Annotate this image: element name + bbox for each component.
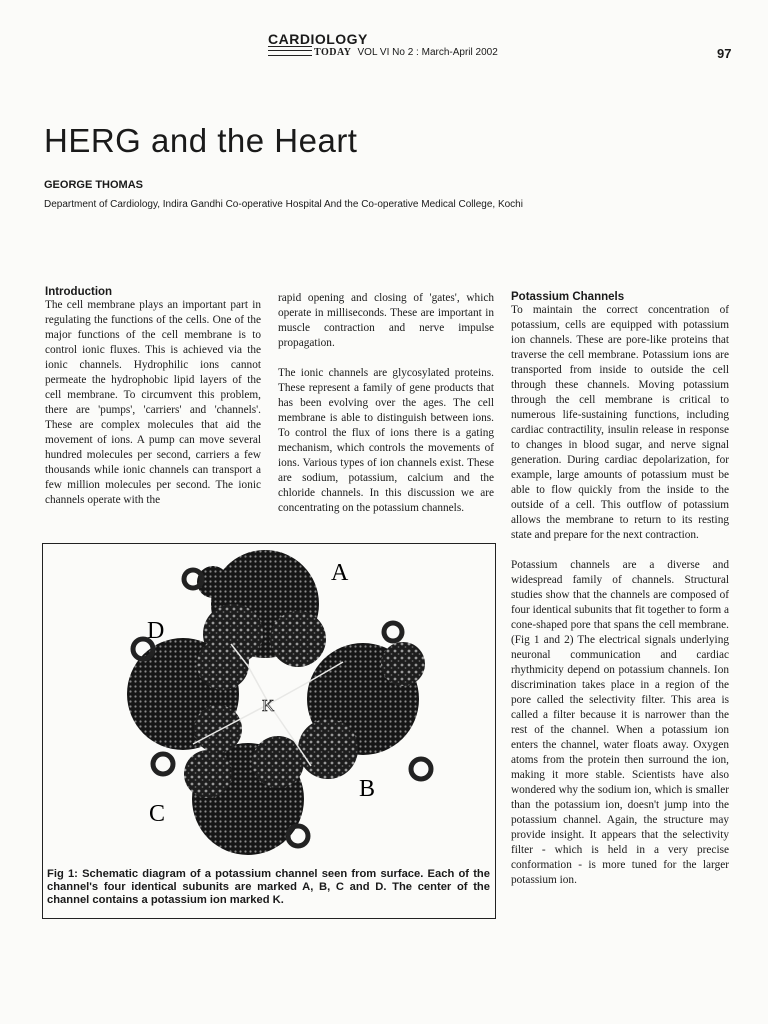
subunit-d (127, 638, 249, 753)
subunit-c (153, 736, 308, 855)
column-3-text (511, 303, 729, 888)
page-number: 97 (717, 46, 732, 61)
label-k: K (262, 696, 275, 715)
column-1 (45, 286, 261, 508)
paragraph: The cell membrane plays an important part in regulating the functions of the cells. One of the major functions of the cell membrane is to control ionic fluxes. This is achieved via the ionic channels. Hydrophilic ions cannot permeate the hydrophobic lipid layers of the cell membrane. To circumvent this problem, there are 'pumps', 'carriers' and 'channels'. These are complex molecules that aid the movement of ions. A pump can move several hundred molecules per second, carriers a few thousands while ionic channels can transport a few million molecules per second. The ionic channels operate with the (45, 299, 261, 506)
author-affiliation: Department of Cardiology, Indira Gandhi Co-operative Hospital And the Co-operative Medical College, Kochi (44, 199, 523, 210)
label-c: C (149, 801, 166, 827)
figure-caption: Fig 1: Schematic diagram of a potassium channel seen from surface. Each of the channel's four identical subunits are marked A, B, C and D. The center of the channel contains a potassium ion marked K. (47, 868, 490, 906)
column-3 (511, 291, 729, 888)
journal-name: CARDIOLOGY (268, 31, 368, 47)
column-2 (278, 291, 494, 516)
label-a: A (331, 560, 349, 586)
label-d: D (147, 618, 165, 644)
journal-masthead (268, 32, 498, 58)
journal-sub: TODAY (314, 47, 352, 58)
article-title: HERG and the Heart (44, 122, 358, 159)
paragraph: The ionic channels are glycosylated proteins. These represent a family of gene products that has been evolving over the ages. The cell membrane is able to distinguish between ions. To control the flux of ions there is a gating mechanism, which controls the movements of ions. Various types of ion channels exist. These are sodium, potassium, calcium and the chloride channels. In this discussion we are concentrating on the potassium channels. (278, 367, 494, 514)
section-heading-introduction: Introduction (45, 286, 113, 298)
paragraph: Potassium channels are a diverse and widespread family of channels. Structural studies show that the channels are composed of four identical subunits that fit together to form a cone-shaped pore that spans the cell membrane. (Fig 1 and 2) The electrical signals underlying neuronal communication and cardiac rhythmicity depend on potassium channels. Ion discrimination takes place in a region of the pore called the selectivity filter. This area is called a filter because it is narrower than the rest of the channel. When a potassium ion enters the channel, water floats away. Oxygen atoms from the protein then surround the ion, making it more stable. Scientists have also wondered why the sodium ion, which is smaller than the potassium ion, doesn't jump into the potassium channel. Again, the structure may provide insight. It appears that the selectivity filter - which is held in a very precise conformation - is more tuned for the larger potassium ion. (511, 559, 729, 886)
label-b: B (359, 776, 376, 802)
section-heading-potassium-channels: Potassium Channels (511, 291, 625, 303)
column-2-text (278, 291, 494, 516)
potassium-channel-diagram (43, 544, 495, 866)
paragraph: To maintain the correct concentration of potassium, cells are equipped with potassium ion channels. These are pore-like proteins that traverse the cell membrane. Potassium ions are transported from inside to outside the cell through these channels. Moving potassium through the cell membrane is critical to numerous life-sustaining functions, including cardiac contractility, insulin release in response to changes in blood sugar, and nerve signal generation. During cardiac depolarization, for example, large amounts of potassium must be able to flow quickly from the inside to the outside of a cell. This outflow of potassium allows the membrane to return to its resting state and prepare for the next contraction. (511, 304, 729, 541)
column-1-text (45, 298, 261, 508)
article-author: GEORGE THOMAS (44, 179, 144, 191)
volume-info: VOL VI No 2 : March-April 2002 (357, 47, 498, 58)
masthead-rule (268, 46, 312, 56)
figure-1 (42, 543, 496, 919)
journal-subline (268, 46, 498, 58)
paragraph: rapid opening and closing of 'gates', which operate in milliseconds. These are important in muscle contraction and nerve impulse propagation. (278, 292, 494, 349)
